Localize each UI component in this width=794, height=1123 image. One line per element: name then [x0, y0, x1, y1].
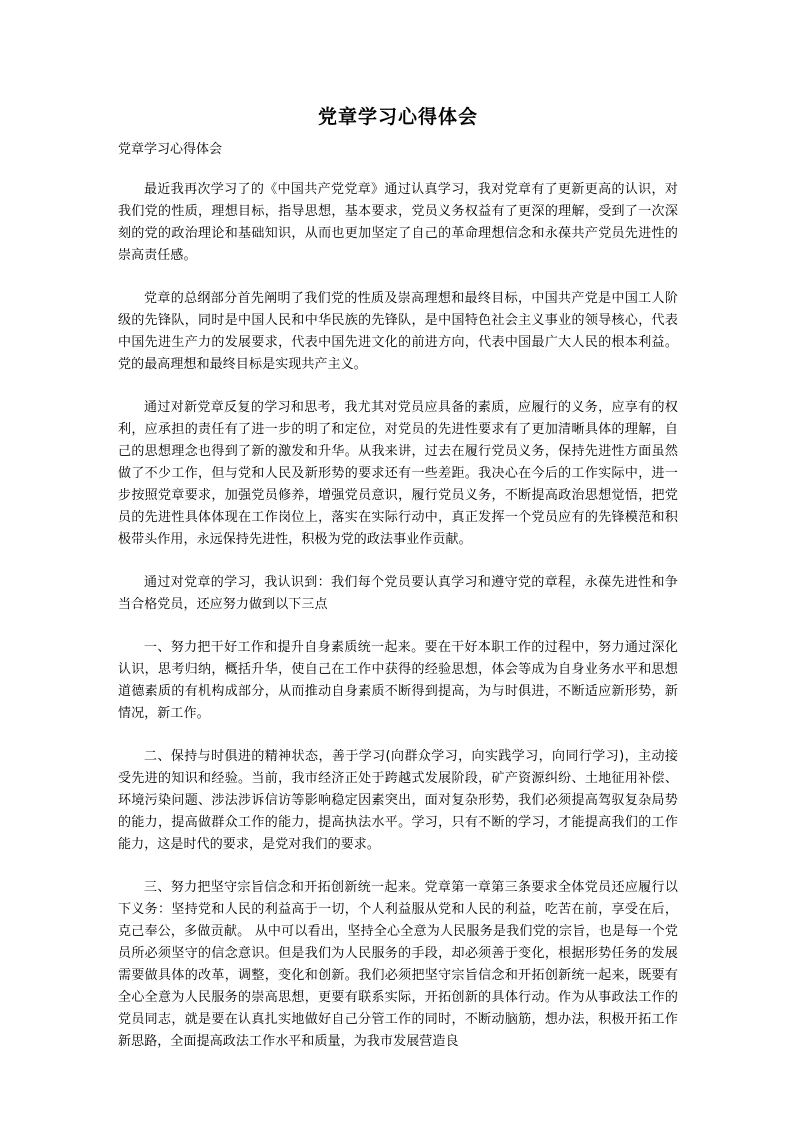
document-body [118, 179, 678, 1074]
paragraph: 最近我再次学习了的《中国共产党党章》通过认真学习，我对党章有了更新更高的认识，对我们党的性质，理想目标，指导思想，基本要求，党员义务权益有了更深的理解，受到了一次深刻的党的政治理论和基础知识，从而也更加坚定了自己的革命理想信念和永葆共产党员先进性的崇高责任感。 [118, 182, 678, 263]
paragraph: 三、努力把坚守宗旨信念和开拓创新统一起来。党章第一章第三条要求全体党员还应履行以下义务：坚持党和人民的利益高于一切，个人利益服从党和人民的利益，吃苦在前，享受在后，克己奉公，多做贡献。 从中可以看出，坚持全心全意为人民服务是我们党的宗旨，也是每一个党员所必须坚守的信念意识。但是我们为人民服务的手段，却必须善于变化，根据形势任务的发展需要做具体的改革，调整，变化和创新。我们必须把坚守宗旨信念和开拓创新统一起来，既要有全心全意为人民服务的崇高思想，更要有联系实际，开拓创新的具体行动。作为从事政法工作的党员同志，就是要在认真扎实地做好自己分管工作的同时，不断动脑筋，想办法，积极开拓工作新思路，全面提高政法工作水平和质量，为我市发展营造良 [118, 880, 678, 1049]
paragraph: 一、努力把干好工作和提升自身素质统一起来。要在干好本职工作的过程中，努力通过深化认识，思考归纳，概括升华，使自己在工作中获得的经验思想，体会等成为自身业务水平和思想道德素质的有机构成部分，从而推动自身素质不断得到提高，为与时俱进，不断适应新形势，新情况，新工作。 [118, 640, 678, 721]
document-subtitle: 党章学习心得体会 [118, 142, 223, 157]
paragraph: 通过对党章的学习，我认识到：我们每个党员要认真学习和遵守党的章程，永葆先进性和争当合格党员，还应努力做到以下三点 [118, 575, 678, 612]
paragraph: 党章的总纲部分首先阐明了我们党的性质及崇高理想和最终目标，中国共产党是中国工人阶级的先锋队，同时是中国人民和中华民族的先锋队，是中国特色社会主义事业的领导核心，代表中国先进生产力的发展要求，代表中国先进文化的前进方向，代表中国最广大人民的根本利益。党的最高理想和最终目标是实现共产主义。 [118, 291, 678, 372]
paragraph: 通过对新党章反复的学习和思考，我尤其对党员应具备的素质，应履行的义务，应享有的权利，应承担的责任有了进一步的明了和定位，对党员的先进性要求有了更加清晰具体的理解，自己的思想理念也得到了新的激发和升华。从我来讲，过去在履行党员义务，保持先进性方面虽然做了不少工作，但与党和人民及新形势的要求还有一些差距。我决心在今后的工作实际中，进一步按照党章要求，加强党员修养，增强党员意识，履行党员义务，不断提高政治思想觉悟，把党员的先进性具体体现在工作岗位上，落实在实际行动中，真正发挥一个党员应有的先锋模范和积极带头作用，永远保持先进性，积极为党的政法事业作贡献。 [118, 400, 678, 547]
paragraph: 二、保持与时俱进的精神状态，善于学习(向群众学习，向实践学习，向同行学习)，主动接受先进的知识和经验。当前，我市经济正处于跨越式发展阶段，矿产资源纠纷、土地征用补偿、环境污染问题、涉法涉诉信访等影响稳定因素突出，面对复杂形势，我们必须提高驾驭复杂局势的能力，提高做群众工作的能力，提高执法水平。学习，只有不断的学习，才能提高我们的工作能力，这是时代的要求，是党对我们的要求。 [118, 749, 678, 852]
document-title: 党章学习心得体会 [317, 106, 478, 128]
